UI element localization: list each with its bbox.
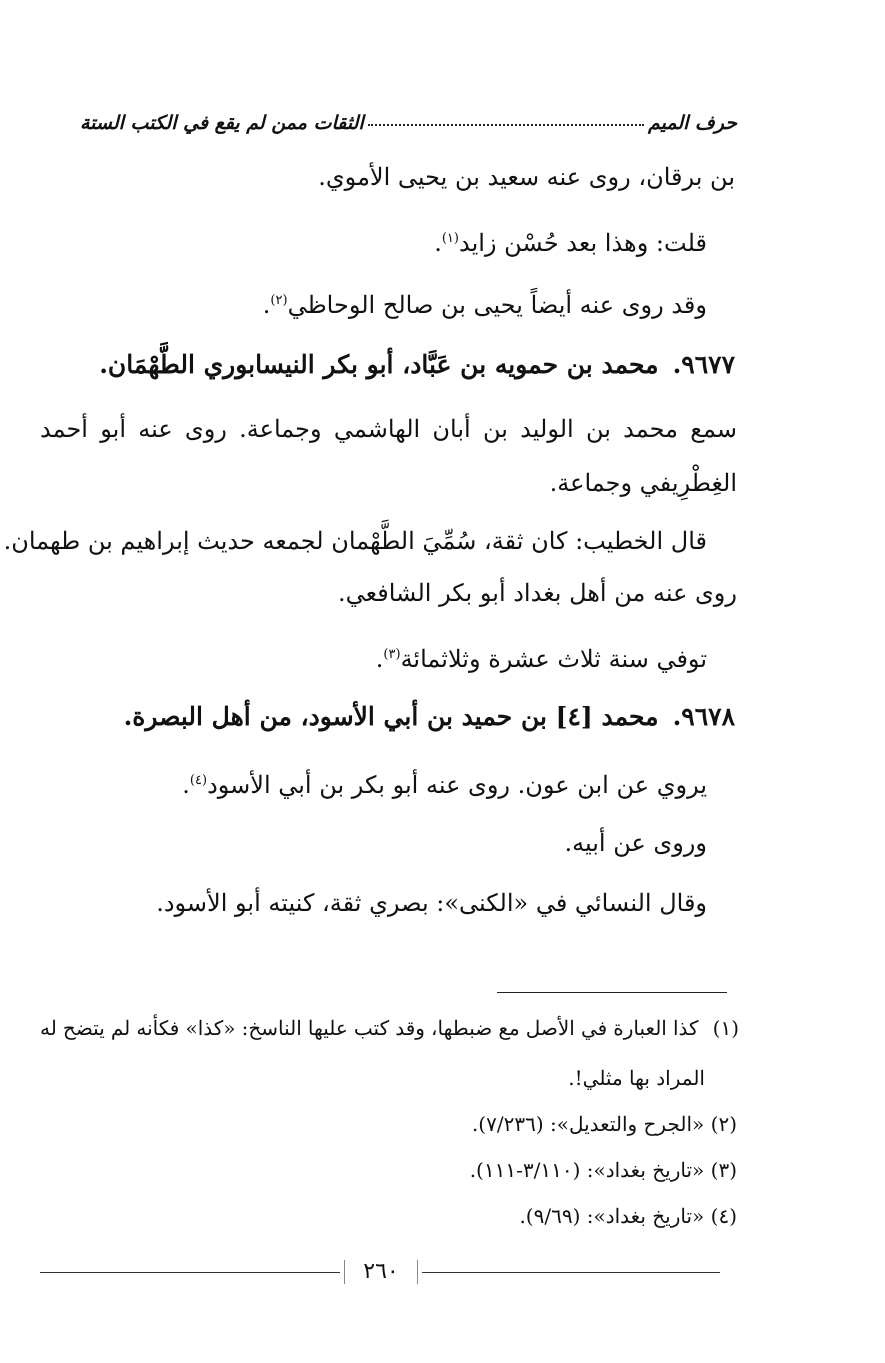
- word: كتب: [353, 1016, 390, 1040]
- text-line-2-end: .: [434, 229, 442, 257]
- word: كذا: [672, 1016, 699, 1040]
- footnote-ref-2: (٢): [270, 293, 288, 308]
- footnote-ref-3: (٣): [383, 647, 401, 662]
- running-head: [80, 100, 737, 134]
- text-line-2-body: قلت: وهذا بعد حُسْن زايد: [458, 229, 707, 257]
- word: بن: [585, 415, 611, 443]
- entry-9678-narration-end: .: [182, 771, 190, 799]
- footnote-1-line-1: [40, 1012, 739, 1044]
- word: بن: [482, 415, 508, 443]
- footnote-2: (٢) «الجرح والتعديل»: (٧/٢٣٦).: [471, 1112, 737, 1136]
- word: سمع: [690, 415, 737, 443]
- running-head-dots: [368, 124, 644, 126]
- text-line-3-body: وقد روى عنه أيضاً يحيى بن صالح الوحاظي: [287, 291, 707, 319]
- footnote-3: (٣) «تاريخ بغداد»: (٣/١١٠-١١١).: [469, 1158, 737, 1182]
- word: فكأنه: [136, 1016, 180, 1040]
- entry-9678-narration: يروي عن ابن عون. روى عنه أبو بكر بن أبي الأسود: [207, 771, 707, 799]
- entry-9677-heading: [40, 348, 735, 382]
- running-head-chapter: حرف الميم: [648, 112, 737, 134]
- page-number-text: ٢٦٠: [363, 1259, 399, 1284]
- footnote-ref-4: (٤): [189, 773, 208, 788]
- word: الهاشمي: [333, 415, 421, 443]
- word: الأصل: [525, 1016, 575, 1040]
- word: وجماعة.: [239, 415, 322, 443]
- word: له: [40, 1016, 57, 1040]
- entry-9677-title: محمد بن حمويه بن عَبَّاد، أبو بكر النيسابوري الطَّهْمَان.: [99, 350, 659, 379]
- word: ضبطها،: [431, 1016, 493, 1040]
- word: محمد: [623, 415, 678, 443]
- running-head-book-title: الثقات ممن لم يقع في الكتب الستة: [80, 112, 364, 134]
- word: لم: [110, 1016, 131, 1040]
- word: الناسخ:: [241, 1016, 302, 1040]
- entry-9677-death-end: .: [375, 645, 384, 673]
- footnote-4: (٤) «تاريخ بغداد»: (٩/٦٩).: [519, 1204, 737, 1228]
- entry-9677-paragraph-2-line-2: روى عنه من أهل بغداد أبو بكر الشافعي.: [338, 579, 737, 607]
- text-line-3-end: .: [262, 291, 271, 319]
- word: العبارة: [613, 1016, 667, 1040]
- entry-9677-paragraph-1-line-2: الغِطْرِيفي وجماعة.: [549, 469, 737, 497]
- footnote-ref-1: (١): [441, 231, 459, 246]
- word: الوليد: [520, 415, 574, 443]
- word: «كذا»: [185, 1016, 236, 1040]
- word: أبان: [432, 415, 471, 443]
- word: في: [580, 1016, 608, 1040]
- footnote-1-line-2: المراد بها مثلي!.: [568, 1066, 705, 1090]
- entry-9677-paragraph-3: [40, 638, 707, 676]
- word: عليها: [307, 1016, 348, 1040]
- entry-9678-paragraph-1: [40, 764, 707, 802]
- word: مع: [498, 1016, 520, 1040]
- entry-9678-title: محمد [٤] بن حميد بن أبي الأسود، من أهل البصرة.: [123, 702, 659, 731]
- entry-9678-paragraph-2: وروى عن أبيه.: [564, 829, 707, 857]
- text-line-2: [40, 222, 707, 260]
- word: عنه: [138, 415, 173, 443]
- text-line-1: بن برقان، روى عنه سعيد بن يحيى الأموي.: [318, 163, 735, 191]
- word: أبو: [100, 415, 126, 443]
- entry-9678-paragraph-3: وقال النسائي في «الكنى»: بصري ثقة، كنيته أبو الأسود.: [156, 889, 707, 917]
- entry-9677-paragraph-1-line-1: [40, 412, 737, 446]
- footnote-1-number: (١): [712, 1016, 739, 1040]
- word: وقد: [395, 1016, 425, 1040]
- word: يتضح: [62, 1016, 105, 1040]
- page-number: [340, 1254, 422, 1290]
- entry-9678-number: ٩٦٧٨.: [672, 702, 735, 731]
- word: أحمد: [40, 415, 88, 443]
- word: روى: [184, 415, 227, 443]
- footnote-divider: [497, 992, 727, 993]
- text-line-3: [40, 284, 707, 322]
- entry-9677-death: توفي سنة ثلاث عشرة وثلاثمائة: [400, 645, 707, 673]
- entry-9678-heading: [40, 700, 735, 734]
- entry-9677-number: ٩٦٧٧.: [672, 350, 735, 379]
- entry-9677-paragraph-2-line-1: قال الخطيب: كان ثقة، سُمِّيَ الطَّهْمان لجمعه حديث إبراهيم بن طهمان.: [3, 527, 707, 555]
